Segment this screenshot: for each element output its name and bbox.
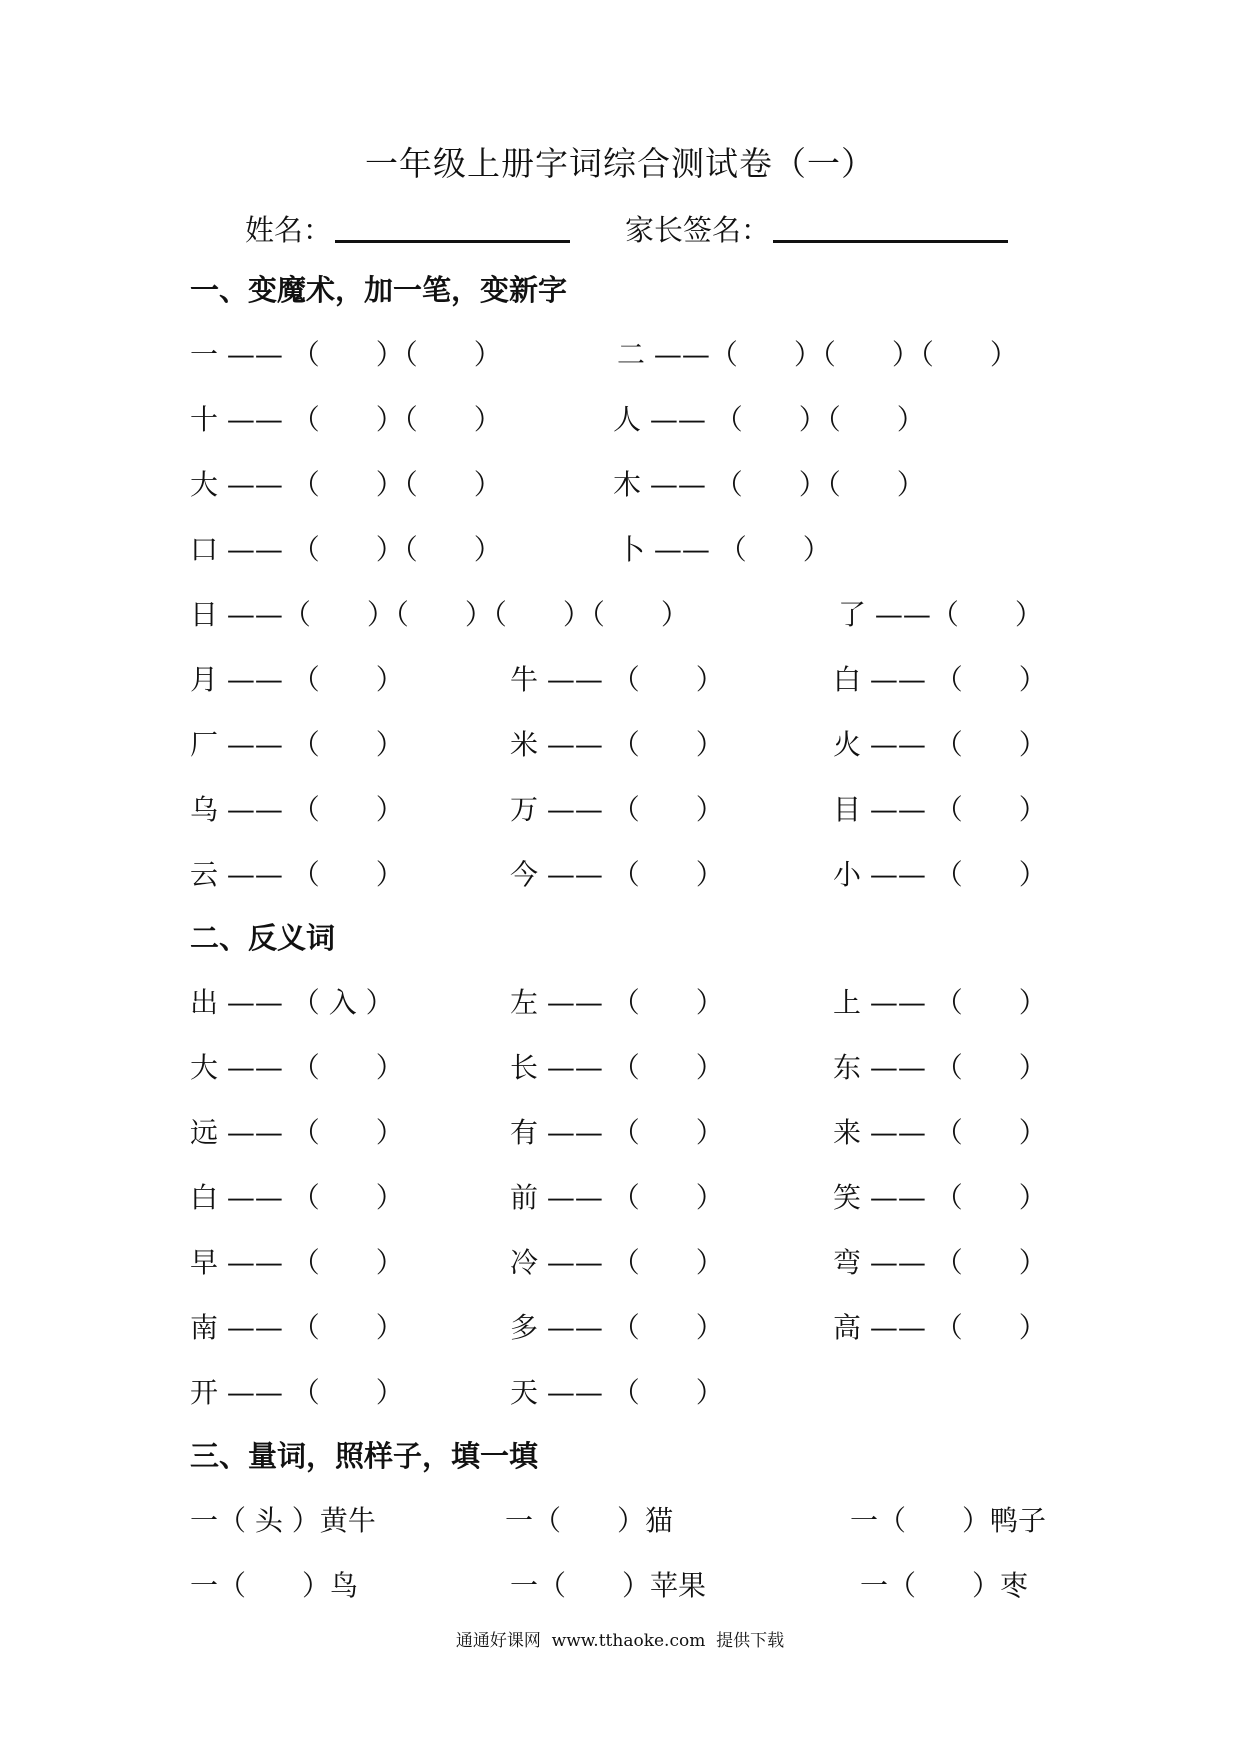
exercise-item[interactable]: 远 —— （ ） [190, 1116, 404, 1149]
exercise-item[interactable]: 白 —— （ ） [833, 663, 1047, 696]
section-1-heading: 一、变魔术，加一笔，变新字 [190, 273, 568, 307]
footer-credit: 通通好课网 www.tthaoke.com 提供下载 [455, 1631, 785, 1651]
exercise-item[interactable]: 大 —— （ ）（ ） [190, 468, 502, 501]
exercise-item[interactable]: 小 —— （ ） [833, 858, 1047, 891]
exercise-item[interactable]: 乌 —— （ ） [190, 793, 404, 826]
exercise-item[interactable]: 人 —— （ ）（ ） [613, 403, 925, 436]
exercise-item[interactable]: 开 —— （ ） [190, 1376, 404, 1409]
exercise-item[interactable]: 厂 —— （ ） [190, 728, 404, 761]
exercise-item[interactable]: 来 —— （ ） [833, 1116, 1047, 1149]
exercise-item[interactable]: 月 —— （ ） [190, 663, 404, 696]
exercise-item[interactable]: 弯 —— （ ） [833, 1246, 1047, 1279]
exercise-item[interactable]: 一（ ）鸭子 [850, 1504, 1047, 1537]
exercise-item[interactable]: 出 —— （ 入 ） [190, 986, 394, 1019]
exercise-item[interactable]: 大 —— （ ） [190, 1051, 404, 1084]
exercise-item[interactable]: 万 —— （ ） [510, 793, 724, 826]
exercise-item[interactable]: 一（ ）鸟 [190, 1569, 359, 1602]
exercise-item[interactable]: 一（ ）枣 [860, 1569, 1029, 1602]
exercise-item[interactable]: 白 —— （ ） [190, 1181, 404, 1214]
exercise-item[interactable]: 笑 —— （ ） [833, 1181, 1047, 1214]
exercise-item[interactable]: 今 —— （ ） [510, 858, 724, 891]
parent-signature-label: 家长签名： [625, 213, 771, 247]
exercise-item[interactable]: 东 —— （ ） [833, 1051, 1047, 1084]
exercise-item[interactable]: 目 —— （ ） [833, 793, 1047, 826]
exercise-item[interactable]: 日 ——（ ）（ ）（ ）（ ） [190, 598, 689, 631]
exercise-item[interactable]: 上 —— （ ） [833, 986, 1047, 1019]
exercise-item[interactable]: 多 —— （ ） [510, 1311, 724, 1344]
parent-signature-field[interactable] [773, 240, 1008, 243]
exercise-item[interactable]: 木 —— （ ）（ ） [613, 468, 925, 501]
exercise-item[interactable]: 了 ——（ ） [838, 598, 1043, 631]
section-2-heading: 二、反义词 [190, 921, 336, 955]
exercise-item[interactable]: 一（ 头 ）黄牛 [190, 1504, 376, 1537]
exercise-item[interactable]: 早 —— （ ） [190, 1246, 404, 1279]
exercise-item[interactable]: 口 —— （ ）（ ） [190, 533, 502, 566]
exercise-item[interactable]: 高 —— （ ） [833, 1311, 1047, 1344]
exercise-item[interactable]: 卜 —— （ ） [617, 533, 831, 566]
name-label: 姓名： [245, 213, 333, 247]
exercise-item[interactable]: 云 —— （ ） [190, 858, 404, 891]
exercise-item[interactable]: 天 —— （ ） [510, 1376, 724, 1409]
exercise-item[interactable]: 冷 —— （ ） [510, 1246, 724, 1279]
exercise-item[interactable]: 长 —— （ ） [510, 1051, 724, 1084]
exercise-item[interactable]: 二 ——（ ）（ ）（ ） [617, 338, 1018, 371]
exercise-item[interactable]: 左 —— （ ） [510, 986, 724, 1019]
page-title: 一年级上册字词综合测试卷（一） [365, 144, 875, 183]
exercise-item[interactable]: 有 —— （ ） [510, 1116, 724, 1149]
exercise-item[interactable]: 南 —— （ ） [190, 1311, 404, 1344]
name-field[interactable] [335, 240, 570, 243]
exercise-item[interactable]: 米 —— （ ） [510, 728, 724, 761]
section-3-heading: 三、量词，照样子，填一填 [190, 1439, 539, 1473]
exercise-item[interactable]: 一 —— （ ）（ ） [190, 338, 502, 371]
exercise-item[interactable]: 十 —— （ ）（ ） [190, 403, 502, 436]
exercise-item[interactable]: 一（ ）猫 [505, 1504, 674, 1537]
exercise-item[interactable]: 前 —— （ ） [510, 1181, 724, 1214]
exercise-item[interactable]: 牛 —— （ ） [510, 663, 724, 696]
exercise-item[interactable]: 一（ ）苹果 [510, 1569, 707, 1602]
exercise-item[interactable]: 火 —— （ ） [833, 728, 1047, 761]
